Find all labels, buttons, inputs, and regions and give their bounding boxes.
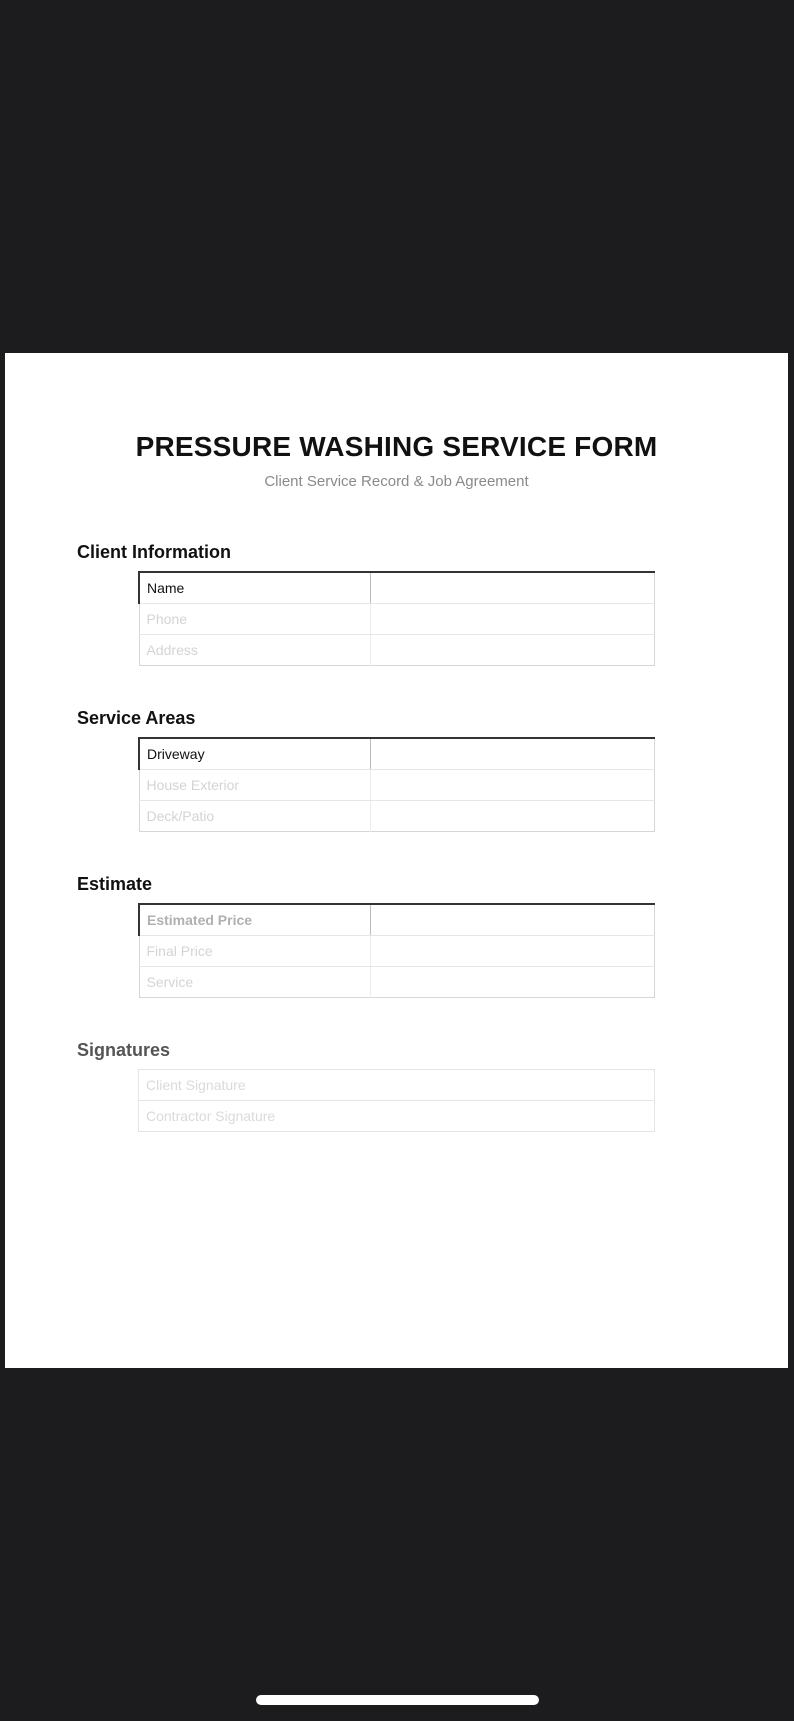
deck-patio-field[interactable] [371, 801, 655, 832]
service-areas-table [138, 737, 655, 832]
row-label-client-signature: Client Signature [139, 1070, 655, 1101]
table-row [139, 801, 655, 832]
row-label-house-exterior: House Exterior [139, 770, 371, 801]
home-indicator[interactable] [256, 1695, 539, 1705]
signatures-table [138, 1069, 655, 1132]
estimated-price-field[interactable] [371, 904, 655, 936]
section-heading-signatures: Signatures [77, 1040, 171, 1060]
service-field[interactable] [371, 967, 655, 998]
table-row [139, 1101, 655, 1132]
row-label-name: Name [139, 572, 371, 604]
row-label-driveway: Driveway [139, 738, 371, 770]
table-row [139, 770, 655, 801]
table-row [139, 738, 655, 770]
phone-field[interactable] [371, 604, 655, 635]
table-row [139, 967, 655, 998]
client-information-table [138, 571, 655, 666]
table-row [139, 604, 655, 635]
driveway-field[interactable] [371, 738, 655, 770]
table-row [139, 936, 655, 967]
address-field[interactable] [371, 635, 655, 666]
estimate-table [138, 903, 655, 998]
row-label-contractor-signature: Contractor Signature [146, 1108, 276, 1124]
name-field[interactable] [371, 572, 655, 604]
final-price-field[interactable] [371, 936, 655, 967]
section-heading-estimate: Estimate [77, 874, 153, 894]
row-label-final-price: Final Price [139, 936, 371, 967]
section-heading-service-areas: Service Areas [77, 708, 196, 728]
form-subtitle: Client Service Record & Job Agreement [264, 473, 529, 490]
table-row [139, 572, 655, 604]
house-exterior-field[interactable] [371, 770, 655, 801]
table-row [139, 635, 655, 666]
row-label-estimated-price: Estimated Price [139, 904, 371, 936]
table-row [139, 904, 655, 936]
document-page [5, 353, 788, 1368]
row-label-service: Service [139, 967, 371, 998]
row-label-address: Address [139, 635, 371, 666]
section-heading-client-information: Client Information [77, 542, 231, 562]
row-label-deck-patio: Deck/Patio [139, 801, 371, 832]
form-title: PRESSURE WASHING SERVICE FORM [135, 431, 658, 462]
row-label-phone: Phone [139, 604, 371, 635]
table-row [139, 1070, 655, 1101]
